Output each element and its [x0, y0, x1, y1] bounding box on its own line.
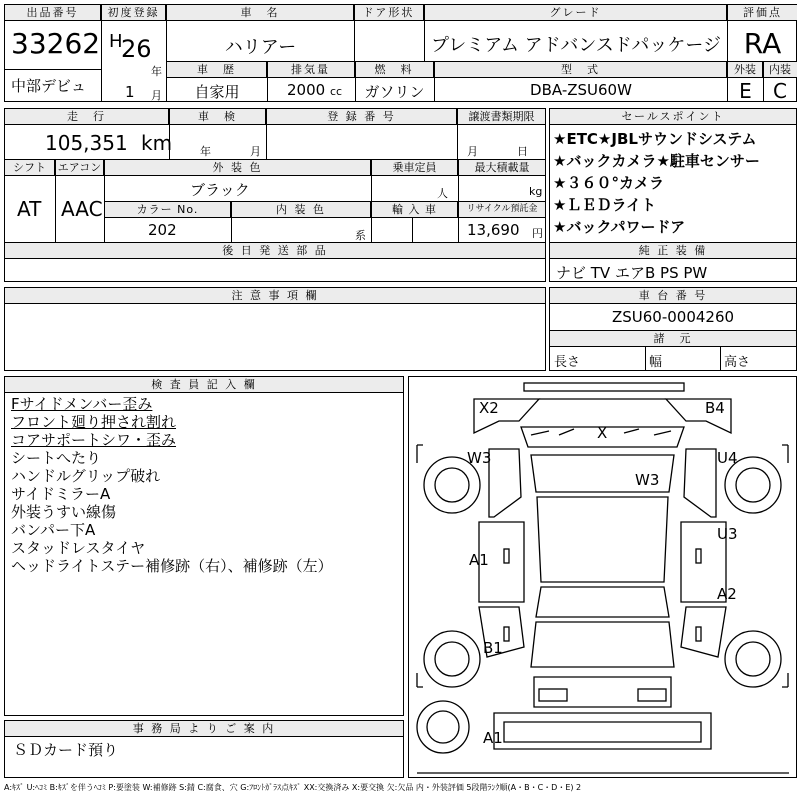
lot-label: 出品番号 [5, 5, 101, 21]
reg-month: 1 [125, 83, 135, 101]
inspector-note-line: 外装うすい線傷 [11, 503, 117, 521]
model: DBA-ZSU60W [530, 81, 632, 99]
ac-label: エアコン [56, 160, 104, 176]
sales-point-item: ★バックパワードア [553, 218, 686, 236]
color-label: 外 装 色 [105, 160, 371, 176]
mark-u3: U3 [717, 525, 738, 543]
score: RA [743, 27, 782, 60]
import-label: 輸 入 車 [372, 202, 458, 218]
mark-b4: B4 [705, 399, 725, 417]
door-label: ドア形状 [354, 5, 424, 21]
inspector-note-line: サイドミラーA [11, 485, 111, 503]
chassis-number: ZSU60-0004260 [611, 308, 735, 326]
mark-w3-center: W3 [635, 471, 660, 489]
mileage-label: 走 行 [5, 109, 169, 125]
inspector-note-line: シートへたり [11, 449, 102, 467]
notes-label: 注 意 事 項 欄 [5, 288, 545, 304]
interior-label: 内装 [763, 62, 797, 78]
car-name-label: 車 名 [167, 5, 354, 21]
grade: プレミアム アドバンスドパッケージ [430, 35, 722, 56]
height-label: 高さ [724, 355, 751, 370]
venue: 中部デビュ [11, 77, 87, 95]
car-name: ハリアー [224, 37, 297, 58]
mark-x: X [597, 424, 608, 442]
office-label: 事 務 局 よ り ご 案 内 [5, 721, 403, 737]
mark-a1-left: A1 [469, 551, 489, 569]
mileage: 105,351 [45, 131, 128, 155]
inspector-note-line: スタッドレスタイヤ [11, 539, 146, 557]
displacement: 2000 [287, 81, 326, 99]
inspector-note-line: ハンドルグリップ破れ [11, 467, 161, 485]
lot-number: 33262 [11, 27, 101, 60]
notes-panel [4, 287, 546, 371]
recycle-fee: 13,690 [467, 221, 520, 239]
width-label: 幅 [649, 355, 663, 370]
first-reg-label: 初度登録 [102, 5, 166, 21]
mark-x2: X2 [479, 399, 499, 417]
model-label: 型 式 [435, 62, 727, 78]
score-label: 評価点 [728, 5, 797, 21]
exterior-color: ブラック [190, 181, 250, 199]
inspector-note-line: バンパー下A [11, 521, 96, 539]
shift-label: シフト [5, 160, 55, 176]
exterior-grade: E [739, 79, 752, 103]
sales-point-item: ★ETC★JBLサウンドシステム [553, 130, 757, 148]
header-panel: 出品番号 33262 中部デビュ 初度登録 H 26 年 1 月 車 名 ハリアー ドア形状 グレード プレミアム アドバンスドパッケージ 評価点 RA 車 歴 自家用 排気量 2000 cc 燃 料 ガソリン 型 式 DBA-ZSU60W 外装 内装 E C [4, 4, 797, 102]
fuel-label: 燃 料 [355, 62, 434, 78]
interior-grade: C [773, 79, 787, 103]
shift: AT [17, 197, 42, 221]
sales-point-item: ★３６０°カメラ [553, 174, 664, 192]
vehicle-details-panel: 走 行 105,351 km 車 検 年 月 登 録 番 号 譲渡書類期限 月 日 シフト AT エアコン AAC 外 装 色 ブラック 乗車定員 人 最大積載量 kg カラー No. 202 内 装 色 系 輸 入 車 リサイクル預託金 13,690 円 後 日 発 送 部 品 [4, 108, 546, 282]
mark-b1: B1 [483, 639, 503, 657]
grade-label: グレード [425, 5, 727, 21]
inspector-note-line: ヘッドライトステー補修跡（右）、補修跡（左） [11, 557, 333, 575]
inspector-note-line: Fサイドメンバー歪み [11, 395, 153, 413]
office-panel [4, 720, 404, 778]
chassis-label: 車 台 番 号 [550, 288, 796, 304]
sales-points-panel [549, 108, 797, 282]
equipment: ナビ TV エアB PS PW [556, 264, 708, 282]
recycle-label: リサイクル預託金 [459, 202, 545, 218]
history-label: 車 歴 [167, 62, 267, 78]
dims-label: 諸 元 [550, 331, 796, 347]
load-label: 最大積載量 [459, 160, 545, 176]
inspector-panel [4, 376, 404, 716]
inspector-note-line: コアサポートシワ・歪み [11, 431, 177, 449]
inspection-label: 車 検 [170, 109, 266, 125]
ac: AAC [61, 197, 103, 221]
reg-year: 26 [121, 35, 152, 63]
exterior-label: 外装 [728, 62, 763, 78]
transfer-label: 譲渡書類期限 [458, 109, 545, 125]
sales-point-item: ★ＬＥＤライト [553, 196, 656, 214]
interior-color-label: 内 装 色 [232, 202, 371, 218]
mark-a1-bottom: A1 [483, 729, 503, 747]
displacement-label: 排気量 [267, 62, 355, 78]
equipment-label: 純 正 装 備 [550, 243, 796, 259]
chassis-panel [549, 287, 797, 371]
sales-points-label: セールスポイント [550, 109, 796, 125]
mark-w3-left: W3 [467, 449, 492, 467]
plate-label: 登 録 番 号 [267, 109, 457, 125]
mark-a2: A2 [717, 585, 737, 603]
color-no-label: カラー No. [105, 202, 231, 218]
fuel: ガソリン [364, 83, 425, 101]
legend: A:ｷｽﾞ U:ﾍｺﾐ B:ｷｽﾞを伴うﾍｺﾐ P:要塗装 W:補修跡 S:錆 C:腐食、穴 G:ﾌﾛﾝﾄｶﾞﾗｽ点ｷｽﾞ XX:交換済み X:要交換 欠:欠品 内・外装評価 5段階ﾗﾝｸ順(A・B・C・D・E) 2 [4, 783, 582, 792]
length-label: 長さ [554, 355, 581, 370]
sales-point-item: ★バックカメラ★駐車センサー [553, 152, 760, 170]
later-parts-label: 後 日 発 送 部 品 [5, 243, 545, 259]
era: H [109, 31, 123, 52]
mark-u4: U4 [717, 449, 738, 467]
office-text: ＳＤカード預り [13, 741, 119, 759]
inspector-label: 検 査 員 記 入 欄 [5, 377, 403, 393]
inspector-note-line: フロント廻り押され割れ [11, 413, 177, 431]
color-number: 202 [148, 221, 177, 239]
history: 自家用 [194, 83, 240, 101]
car-diagram-panel [408, 376, 797, 778]
capacity-label: 乗車定員 [372, 160, 458, 176]
